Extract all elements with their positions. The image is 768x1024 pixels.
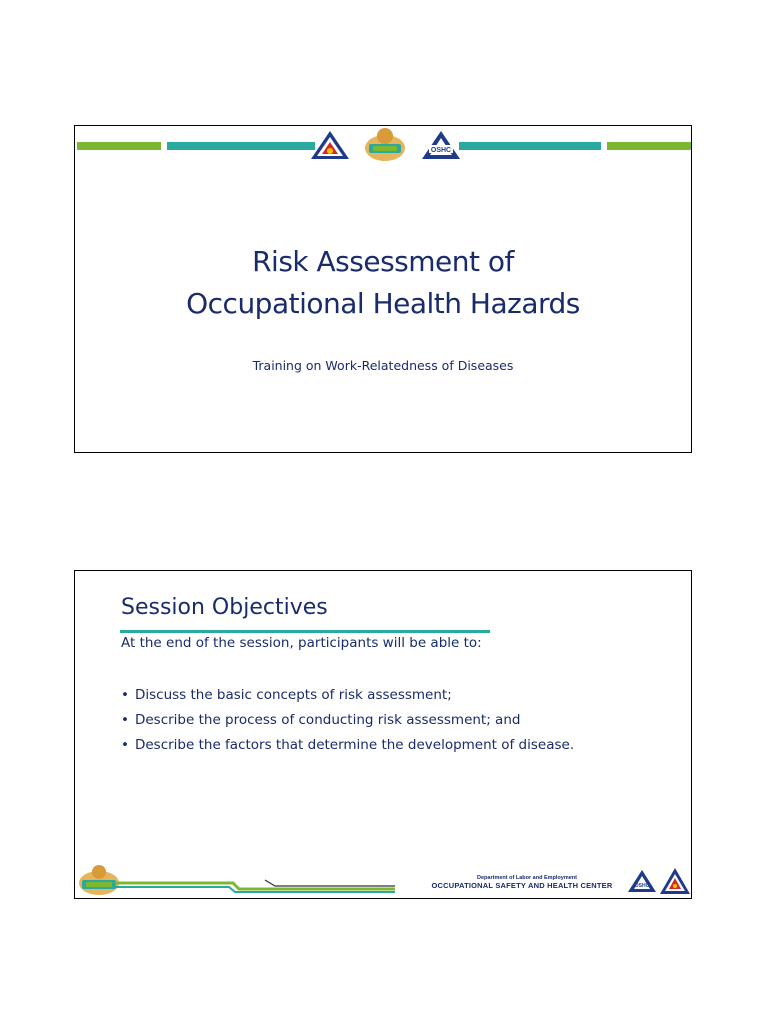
objectives-slide xyxy=(74,570,692,899)
session-objectives-title: Session Objectives xyxy=(121,595,328,620)
slide-title-line-2: Occupational Health Hazards xyxy=(186,287,580,320)
slide-subtitle: Training on Work-Relatedness of Diseases xyxy=(252,358,514,373)
list-item: • Describe the factors that determine the development of disease. xyxy=(121,733,574,758)
title-slide xyxy=(74,125,692,453)
title-underline xyxy=(120,630,490,633)
slide-title-line-1: Risk Assessment of xyxy=(252,245,514,278)
svg-text:OSHC: OSHC xyxy=(430,147,452,154)
footer-department: Department of Labor and Employment xyxy=(477,875,577,881)
header-band-left xyxy=(77,142,161,150)
footer-band-graphic xyxy=(115,877,395,897)
handshake-logo-icon xyxy=(363,126,407,168)
slide-title xyxy=(75,241,691,325)
session-intro-text: At the end of the session, participants will be able to: xyxy=(121,635,482,651)
footer-oshc-logo-icon xyxy=(627,869,657,897)
list-item: • Describe the process of conducting risk assessment; and xyxy=(121,708,574,733)
footer-center-name: OCCUPATIONAL SAFETY AND HEALTH CENTER xyxy=(431,881,613,890)
oshc-logo-icon xyxy=(421,130,461,164)
dole-logo-icon xyxy=(309,129,351,165)
list-item: • Discuss the basic concepts of risk assessment; xyxy=(121,683,574,708)
svg-text:OSHC: OSHC xyxy=(634,883,650,889)
objectives-list xyxy=(121,683,574,758)
header-band-right xyxy=(607,142,691,150)
footer-dole-logo-icon xyxy=(659,867,691,899)
header-band-right-teal xyxy=(459,142,601,150)
header-band-left-teal xyxy=(167,142,315,150)
